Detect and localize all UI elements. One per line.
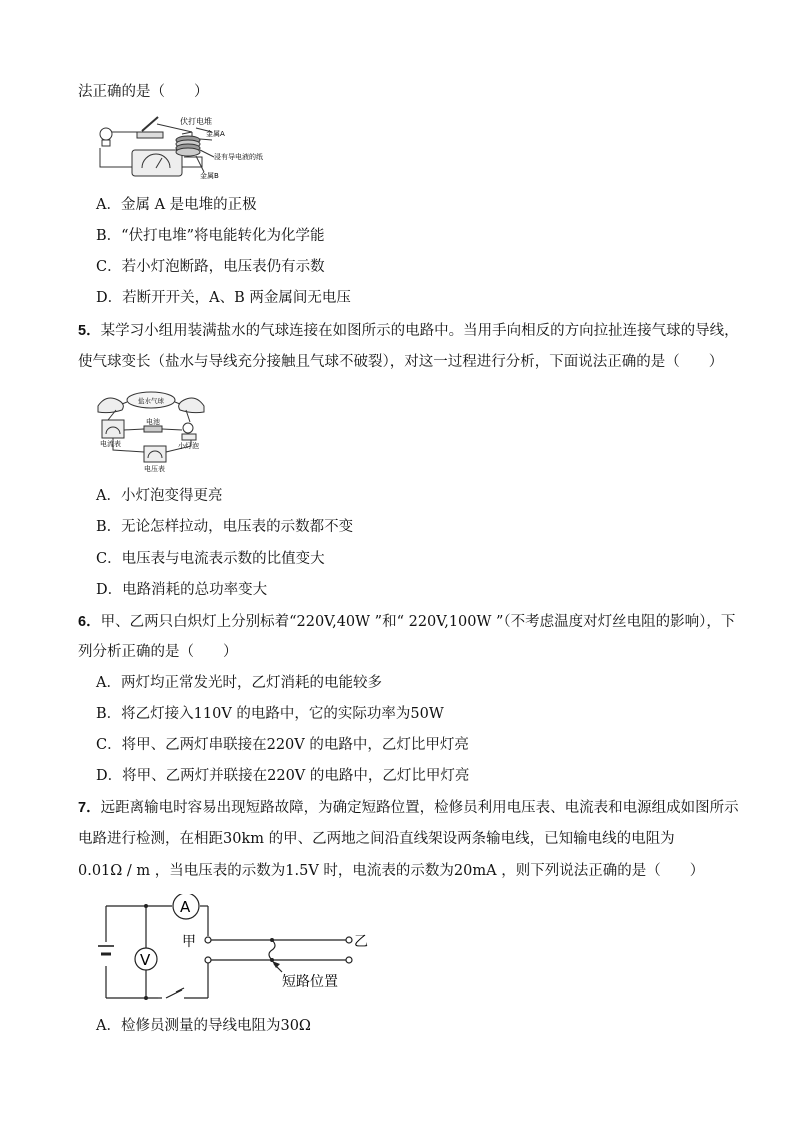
- label-yi: 乙: [354, 934, 368, 950]
- q5-stem-line-2: 使气球变长（盐水与导线充分接触且气球不破裂），对这一过程进行分析，下面说法正确的是（ ）: [78, 354, 724, 370]
- ammeter-symbol: A: [180, 898, 191, 916]
- label-paper: 浸有导电液的纸: [214, 153, 263, 161]
- q5-option-b: B．无论怎样拉动，电压表的示数都不变: [96, 519, 354, 535]
- balloon-circuit-figure: [96, 384, 206, 474]
- question-4-stem-end: 法正确的是（ ）: [78, 84, 209, 100]
- q4-option-a: A．金属 A 是电堆的正极: [96, 197, 257, 213]
- q6-stem-line-1: 6．甲、乙两只白炽灯上分别标着“220V,40W ”和“ 220V,100W ”（不考虑温度对灯丝电阻的影响），下: [78, 614, 736, 630]
- q6-option-a: A．两灯均正常发光时，乙灯消耗的电能较多: [96, 675, 382, 691]
- q6-option-c: C．将甲、乙两灯串联接在220V 的电路中，乙灯比甲灯亮: [96, 737, 469, 753]
- q6-option-d: D．将甲、乙两灯并联接在220V 的电路中，乙灯比甲灯亮: [96, 768, 470, 784]
- q6-stem-line-2: 列分析正确的是（ ）: [78, 644, 238, 660]
- label-lamp: 小灯泡: [178, 442, 199, 450]
- label-battery: 电池: [146, 418, 160, 426]
- voltmeter-symbol: V: [140, 951, 151, 969]
- short-circuit-diagram: [96, 894, 368, 1002]
- q4-option-c: C．若小灯泡断路，电压表仍有示数: [96, 259, 325, 275]
- label-short-position: 短路位置: [282, 974, 338, 990]
- label-pile: 伏打电堆: [180, 117, 212, 126]
- voltaic-pile-circuit-figure: [92, 112, 302, 182]
- label-metal-a: 金属A: [206, 130, 225, 138]
- q7-stem-line-2: 电路进行检测，在相距30km 的甲、乙两地之间沿直线架设两条输电线，已知输电线的电阻为: [78, 831, 675, 847]
- q7-option-a: A．检修员测量的导线电阻为30Ω: [96, 1018, 311, 1034]
- q6-option-b: B．将乙灯接入110V 的电路中，它的实际功率为50W: [96, 706, 444, 722]
- q7-stem-line-3: 0.01Ω / m ，当电压表的示数为1.5V 时，电流表的示数为20mA ，则下列说法正确的是（ ）: [78, 863, 705, 879]
- label-ammeter: 电流表: [100, 440, 121, 448]
- label-voltmeter: 电压表: [144, 465, 165, 473]
- q6-number: 6．: [78, 614, 101, 630]
- q5-number: 5．: [78, 323, 101, 339]
- label-metal-b: 金属B: [200, 172, 219, 180]
- label-balloon: 盐水气球: [138, 397, 164, 405]
- q5-option-d: D．电路消耗的总功率变大: [96, 582, 268, 598]
- q5-stem-line-1: 5．某学习小组用装满盐水的气球连接在如图所示的电路中。当用手向相反的方向拉扯连接气球的导线，: [78, 323, 739, 339]
- q4-option-d: D．若断开开关，A、B 两金属间无电压: [96, 290, 351, 306]
- q5-option-c: C．电压表与电流表示数的比值变大: [96, 551, 325, 567]
- q4-option-b: B．“伏打电堆”将电能转化为化学能: [96, 228, 325, 244]
- q7-stem-line-1: 7．远距离输电时容易出现短路故障，为确定短路位置，检修员利用电压表、电流表和电源组成如图所示: [78, 800, 739, 816]
- label-jia: 甲: [182, 934, 196, 950]
- q7-number: 7．: [78, 800, 101, 816]
- q5-option-a: A．小灯泡变得更亮: [96, 488, 223, 504]
